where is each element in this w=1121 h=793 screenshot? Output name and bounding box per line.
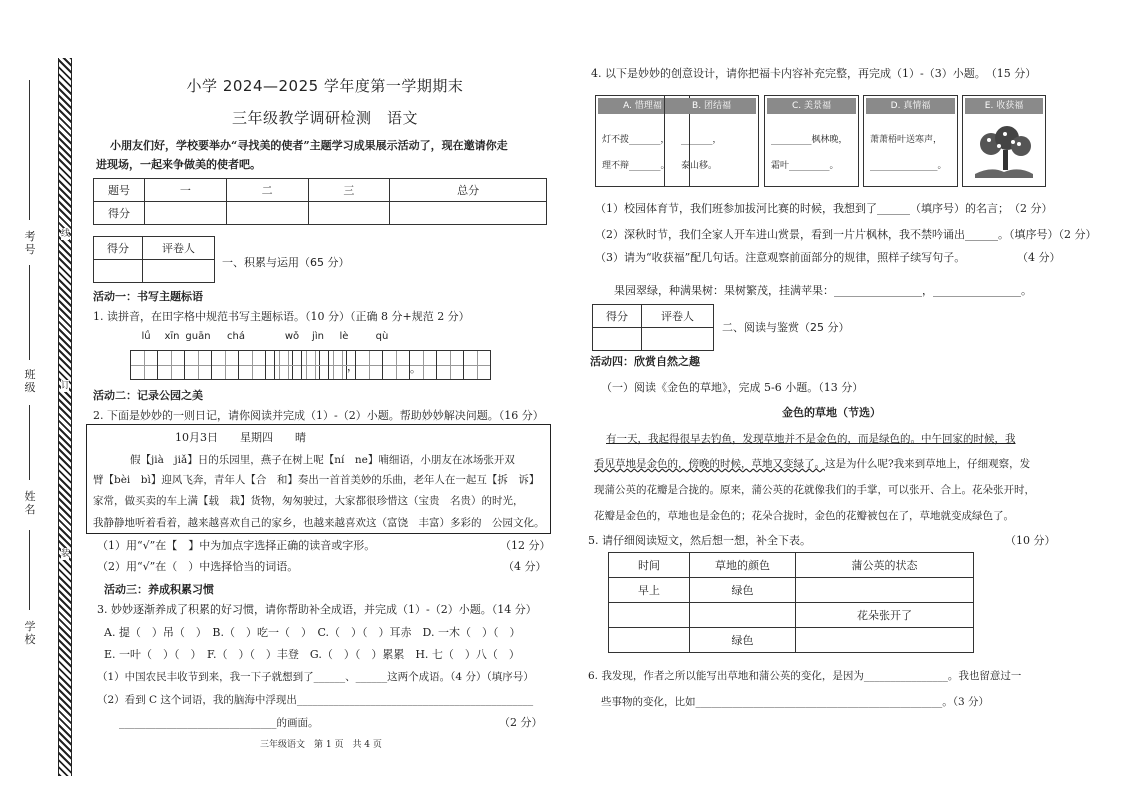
question-3: 3. 妙妙逐渐养成了积累的好习惯，请你帮助补全成语，并完成（1）-（2）小题。（14 分）: [97, 603, 537, 616]
idiom-row-2: E. 一叶（ ）（ ） F.（ ）（ ）丰登 G.（ ）（ ）累累 H. 七（ ）八（ ）: [104, 648, 520, 661]
activity-2-title: 活动二：记录公园之美: [93, 389, 203, 402]
question-2-2-score: （4 分）: [503, 560, 547, 573]
diary-line-1: 假【jià jiǎ】日的乐园里，燕子在树上呢【ní ne】喃细语，小朋友在冰场张开双: [130, 454, 515, 466]
question-4-3-answer-line[interactable]: 果园翠绿，种满果树：果树繁茂，挂满苹果：________________，________________。: [614, 284, 1032, 297]
question-5-score: （10 分）: [1005, 534, 1056, 547]
card-b-head: B. 团结福: [667, 98, 756, 114]
pinyin: wǒ: [284, 331, 300, 342]
question-4: 4. 以下是妙妙的创意设计，请你把福卡内容补充完整，再完成（1）-（3）小题。 （15 分）: [591, 67, 1037, 80]
score-header-1: 一: [145, 179, 227, 202]
diary-line-4: 我静静地听着看着，越来越喜欢自己的家乡，也越来越喜欢这（富饶 丰富）多彩的 公园文化。: [93, 517, 545, 529]
pinyin: lǘ: [141, 331, 151, 342]
grader-name-cell[interactable]: [143, 260, 215, 283]
question-1: 1. 读拼音，在田字格中规范书写主题标语。（10 分）（正确 8 分+规范 2 分）: [93, 310, 470, 323]
question-3-2: （2）看到 C 这个词语，我的脑海中浮现出_____________________________________________: [97, 694, 534, 706]
binding-strip: [58, 58, 72, 776]
question-4-1: （1）校园体育节，我们班参加拔河比赛的时候，我想到了______（填序号）的名言； （2 分）: [595, 202, 1053, 215]
table-header-grass-color: 草地的颜色: [690, 553, 796, 578]
school-label: 学校: [24, 620, 36, 646]
score-cell[interactable]: [390, 202, 547, 225]
score-cell[interactable]: [145, 202, 227, 225]
card-d-line-2[interactable]: _______________。: [870, 161, 947, 171]
idiom-row-1: A. 提（ ）吊（ ） B.（ ）吃一（ ） C.（ ）（ ）耳赤 D. 一木（ ）（ ）: [104, 626, 521, 639]
grader-name-label: 评卷人: [642, 305, 714, 328]
card-d-line-1: 萧萧梧叶送寒声，: [870, 135, 943, 145]
table-cell-blank[interactable]: [796, 578, 974, 603]
question-3-2-line-2: ______________________________的画面。: [119, 717, 319, 729]
pinyin: qù: [375, 331, 389, 342]
writing-grid-2[interactable]: [274, 350, 491, 380]
question-6-line-1[interactable]: 6. 我发现，作者之所以能写出草地和蒲公英的变化，是因为________________。我也留意过一: [588, 670, 1022, 682]
table-cell: 花朵张开了: [796, 603, 974, 628]
exam-number-line: [29, 80, 30, 220]
harvest-tree-illustration: [971, 122, 1037, 180]
period: 。: [410, 362, 421, 375]
seal-char-bind: 装: [61, 549, 71, 559]
card-b-line-2: 泰山移。: [681, 161, 718, 171]
question-4-3-score: （4 分）: [1017, 251, 1061, 264]
pinyin: chá: [227, 331, 245, 342]
intro-line-1: 小朋友们好，学校要举办“寻找美的使者”主题学习成果展示活动了，现在邀请你走: [110, 139, 508, 152]
card-e-head: E. 收获福: [965, 98, 1043, 114]
class-label: 班级: [24, 368, 36, 394]
exam-number-label: 考号: [24, 230, 36, 256]
activity-4-title: 活动四：欣赏自然之趣: [590, 355, 700, 368]
table-header-dandelion-state: 蒲公英的状态: [796, 553, 974, 578]
name-line: [29, 405, 30, 480]
pinyin: lè: [339, 331, 349, 342]
grader-box-1: [93, 236, 215, 283]
diary-line-2: 臂【bèi bì】迎风飞奔，青年人【合 和】奏出一首首美妙的乐曲，老年人在一起互【拆 诉】: [93, 474, 540, 486]
grader-score-label: 得分: [94, 237, 143, 260]
score-header-3: 三: [308, 179, 390, 202]
card-c-head: C. 美景福: [767, 98, 856, 114]
passage-line-1-text: 有一天，我起得很早去钓鱼，发现草地并不是金色的，而是绿色的。中午回家的时候，我: [606, 433, 1016, 445]
passage-line-2-rest: 这是为什么呢?我来到草地上，仔细观察，发: [825, 458, 1031, 470]
card-a-head: A. 惜理福: [598, 98, 687, 114]
table-header-time: 时间: [609, 553, 690, 578]
passage-line-1: [606, 432, 1016, 446]
exam-title: 小学 2024—2025 学年度第一学期期末: [186, 77, 464, 95]
grader-box-2: [592, 304, 714, 351]
card-b-line-1[interactable]: _______，: [681, 135, 722, 145]
question-2: 2. 下面是妙妙的一则日记，请你阅读并完成（1）-（2）小题。帮助妙妙解决问题。（16 分）: [93, 409, 544, 422]
seal-char-line: 线: [61, 229, 71, 239]
question-3-1: （1）中国农民丰收节到来，我一下子就想到了______、______这两个成语。（4 分）（填序号）: [97, 671, 534, 683]
grader-score-cell[interactable]: [593, 328, 642, 351]
school-line: [29, 530, 30, 610]
card-a-line-2[interactable]: 理不辩_______。: [602, 161, 670, 171]
passage-line-2: [594, 457, 1030, 471]
table-cell: 早上: [609, 578, 690, 603]
question-2-1: （1）用“√”在【 】中为加点字选择正确的读音或字形。: [97, 539, 376, 552]
grader-score-label: 得分: [593, 305, 642, 328]
reading-intro: （一）阅读《金色的草地》，完成 5-6 小题。（13 分）: [601, 381, 864, 394]
score-header-2: 二: [226, 179, 308, 202]
diary-date: 10月3日 星期四 晴: [175, 431, 306, 444]
score-table: [93, 178, 547, 225]
grader-score-cell[interactable]: [94, 260, 143, 283]
diary-line-3: 家常，做买卖的车上满【载 栽】货物，匆匆驶过，大家都很珍惜这（宝贵 名贵）的时光，: [93, 495, 524, 507]
question-5: 5. 请仔细阅读短文，然后想一想，补全下表。: [588, 534, 811, 547]
table-cell-blank[interactable]: [690, 603, 796, 628]
blessing-card-b: [664, 95, 759, 187]
grader-name-cell[interactable]: [642, 328, 714, 351]
table-cell-blank[interactable]: [796, 628, 974, 653]
passage-line-2-marked: 看见草地是金色的，傍晚的时候，草地又变绿了。: [594, 458, 825, 470]
grader-name-label: 评卷人: [143, 237, 215, 260]
passage-line-4: 花瓣是金色的，草地也是金色的；花朵合拢时，金色的花瓣被包在了，草地就变成绿色了。: [594, 510, 1014, 522]
score-header-number: 题号: [94, 179, 145, 202]
name-label: 姓名: [24, 490, 36, 516]
table-cell: 绿色: [690, 578, 796, 603]
blessing-card-e: [962, 95, 1046, 187]
card-c-line-1[interactable]: _________枫林晚，: [771, 135, 848, 145]
section-1-heading: 一、积累与运用（65 分）: [222, 256, 350, 269]
activity-3-title: 活动三：养成积累习惯: [104, 583, 214, 596]
table-cell-blank[interactable]: [609, 603, 690, 628]
activity-1-title: 活动一：书写主题标语: [93, 290, 203, 303]
question-2-2: （2）用“√”在（ ）中选择恰当的词语。: [97, 560, 299, 573]
intro-line-2: 进现场，一起来争做美的使者吧。: [96, 158, 261, 171]
pinyin: guān: [185, 331, 211, 342]
blessing-card-c: [764, 95, 859, 187]
card-d-head: D. 真情福: [866, 98, 955, 114]
card-a-line-1[interactable]: 灯不拨_______，: [602, 135, 670, 145]
score-cell[interactable]: [226, 202, 308, 225]
blessing-card-d: [863, 95, 958, 187]
class-line: [29, 265, 30, 360]
question-5-table: [608, 552, 974, 653]
passage-title: 金色的草地（节选）: [782, 406, 881, 419]
question-2-1-score: （12 分）: [500, 539, 551, 552]
seal-char-order: 订: [61, 381, 71, 391]
question-4-2: （2）深秋时节，我们全家人开车进山赏景，看到一片片枫林，我不禁吟诵出______。（填序号）（2 分）: [595, 228, 1097, 241]
score-cell[interactable]: [308, 202, 390, 225]
section-2-heading: 二、阅读与鉴赏（25 分）: [722, 321, 850, 334]
pinyin: xīn: [164, 331, 180, 342]
exam-subtitle: 三年级教学调研检测 语文: [231, 109, 418, 127]
question-4-3: （3）请为“收获福”配几句话。注意观察前面部分的规律，照样子续写句子。: [595, 251, 966, 264]
card-c-line-2[interactable]: 霜叶_________。: [771, 161, 839, 171]
pinyin: jìn: [312, 331, 324, 342]
question-3-2-score: （2 分）: [499, 716, 543, 729]
page-footer: 三年级语文 第 1 页 共 4 页: [260, 740, 382, 750]
table-cell: 绿色: [690, 628, 796, 653]
score-row-label: 得分: [94, 202, 145, 225]
table-cell-blank[interactable]: [609, 628, 690, 653]
score-header-total: 总分: [390, 179, 547, 202]
passage-line-3: 现蒲公英的花瓣是合拢的。原来，蒲公英的花就像我们的手掌，可以张开、合上。花朵张开时，: [594, 484, 1035, 496]
question-6-line-2[interactable]: 些事物的变化，比如_______________________________________________。（3 分）: [601, 696, 990, 708]
